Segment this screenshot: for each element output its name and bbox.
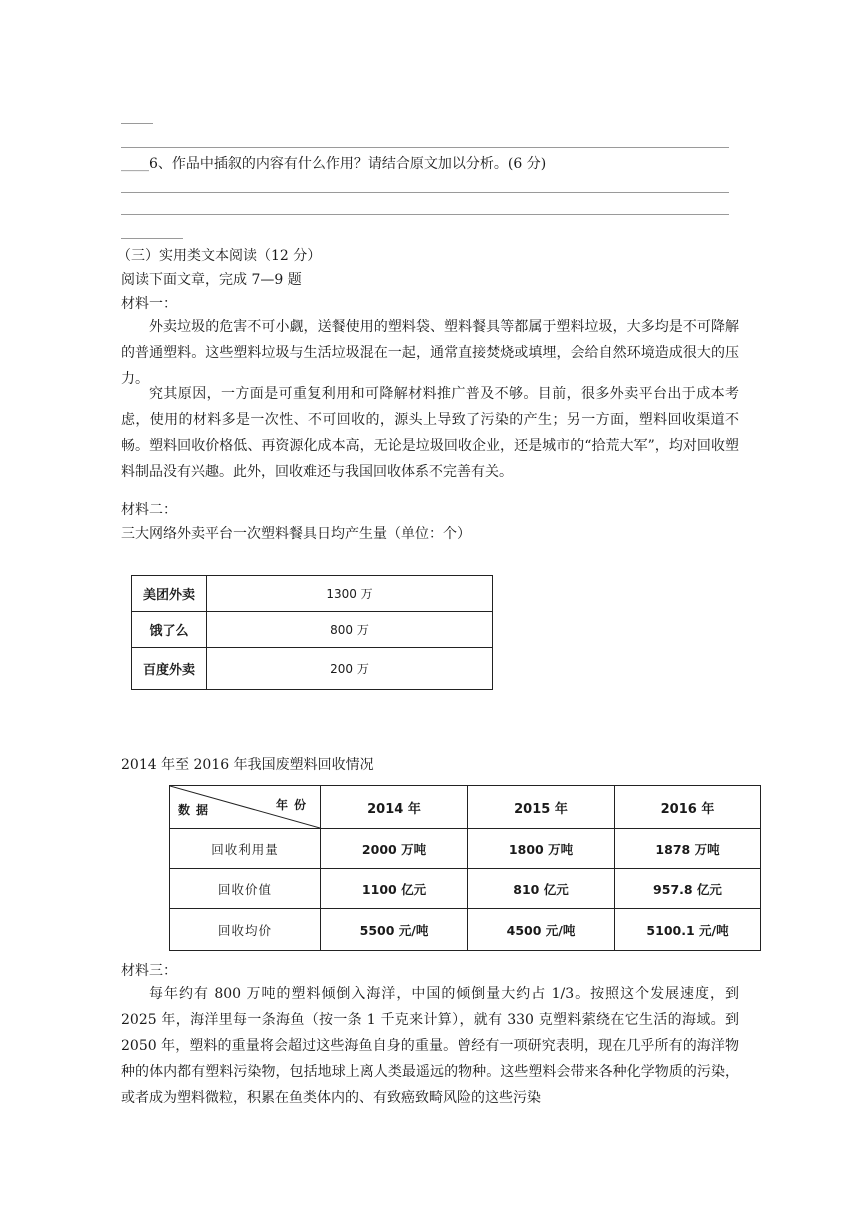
material-1-paragraph-1: 外卖垃圾的危害不可小觑，送餐使用的塑料袋、塑料餐具等都属于塑料垃圾，大多均是不可降解的普通塑料。这些塑料垃圾与生活垃圾混在一起，通常直接焚烧或填埋，会给自然环境造成很大的压力。: [121, 319, 739, 387]
platform-name: 美团外卖: [132, 576, 207, 612]
material-3-label: 材料三：: [121, 963, 177, 979]
table-cell: 4500 元/吨: [468, 909, 615, 951]
table-cell: 1878 万吨: [615, 829, 761, 869]
table-cell: 1800 万吨: [468, 829, 615, 869]
table-2-title: 2014 年至 2016 年我国废塑料回收情况: [121, 757, 374, 773]
platform-value: 200 万: [207, 648, 493, 690]
answer-line-short: [121, 238, 183, 239]
section-instruction: 阅读下面文章，完成 7—9 题: [121, 272, 302, 288]
platform-value: 800 万: [207, 612, 493, 648]
table-row: [170, 909, 761, 951]
table-cell: 1100 亿元: [321, 869, 468, 909]
material-3-paragraph: 每年约有 800 万吨的塑料倾倒入海洋，中国的倾倒量大约占 1/3。按照这个发展速度，到 2025 年，海洋里每一条海鱼（按一条 1 千克来计算），就有 330 克塑料萦绕在它生活的海域。到 2050 年，塑料的重量将会超过这些海鱼自身的重量。曾经有一项研究表明，现在几乎所有的海洋物种的体内都有塑料污染物，包括地球上离人类最遥远的物种。这些塑料会带来各种化学物质的污染，或者成为塑料微粒，积累在鱼类体内的、有致癌致畸风险的这些污染: [121, 986, 739, 1106]
year-header: 2016 年: [615, 786, 761, 829]
platform-name: 饿了么: [132, 612, 207, 648]
answer-line-short: [121, 123, 153, 124]
corner-label-data: 数据: [178, 803, 215, 817]
table-cell: 5500 元/吨: [321, 909, 468, 951]
year-header: 2014 年: [321, 786, 468, 829]
table-cell: 957.8 亿元: [615, 869, 761, 909]
row-label: 回收利用量: [170, 829, 321, 869]
row-label: 回收价值: [170, 869, 321, 909]
answer-line: [121, 214, 729, 215]
corner-label-year: 年份: [275, 798, 312, 812]
table-1-title: 三大网络外卖平台一次塑料餐具日均产生量（单位：个）: [121, 526, 471, 542]
platform-value: 1300 万: [207, 576, 493, 612]
question-6-text: 6、作品中插叙的内容有什么作用？请结合原文加以分析。(6 分): [149, 156, 547, 172]
table-corner-cell: [170, 786, 321, 829]
table-row: [132, 576, 493, 612]
table-cell: 810 亿元: [468, 869, 615, 909]
material-1-label: 材料一：: [121, 296, 177, 312]
recycling-table: [169, 785, 761, 951]
table-cell: 5100.1 元/吨: [615, 909, 761, 951]
row-label: 回收均价: [170, 909, 321, 951]
table-header-row: [170, 786, 761, 829]
platform-name: 百度外卖: [132, 648, 207, 690]
material-1-paragraph-2: 究其原因，一方面是可重复利用和可降解材料推广普及不够。目前，很多外卖平台出于成本考虑，使用的材料多是一次性、不可回收的，源头上导致了污染的产生；另一方面，塑料回收渠道不畅。塑料回收价格低、再资源化成本高，无论是垃圾回收企业，还是城市的“拾荒大军”，均对回收塑料制品没有兴趣。此外，回收难还与我国回收体系不完善有关。: [121, 386, 739, 480]
section-heading: （三）实用类文本阅读（12 分）: [117, 248, 322, 264]
table-row: [170, 829, 761, 869]
answer-line: [121, 192, 729, 193]
question-6-blank: ____: [121, 156, 149, 172]
table-row: [132, 648, 493, 690]
table-row: [170, 869, 761, 909]
answer-line: [121, 147, 729, 148]
platform-table: [131, 575, 493, 690]
question-6: [121, 157, 546, 171]
table-row: [132, 612, 493, 648]
year-header: 2015 年: [468, 786, 615, 829]
material-2-label: 材料二：: [121, 502, 177, 518]
table-cell: 2000 万吨: [321, 829, 468, 869]
